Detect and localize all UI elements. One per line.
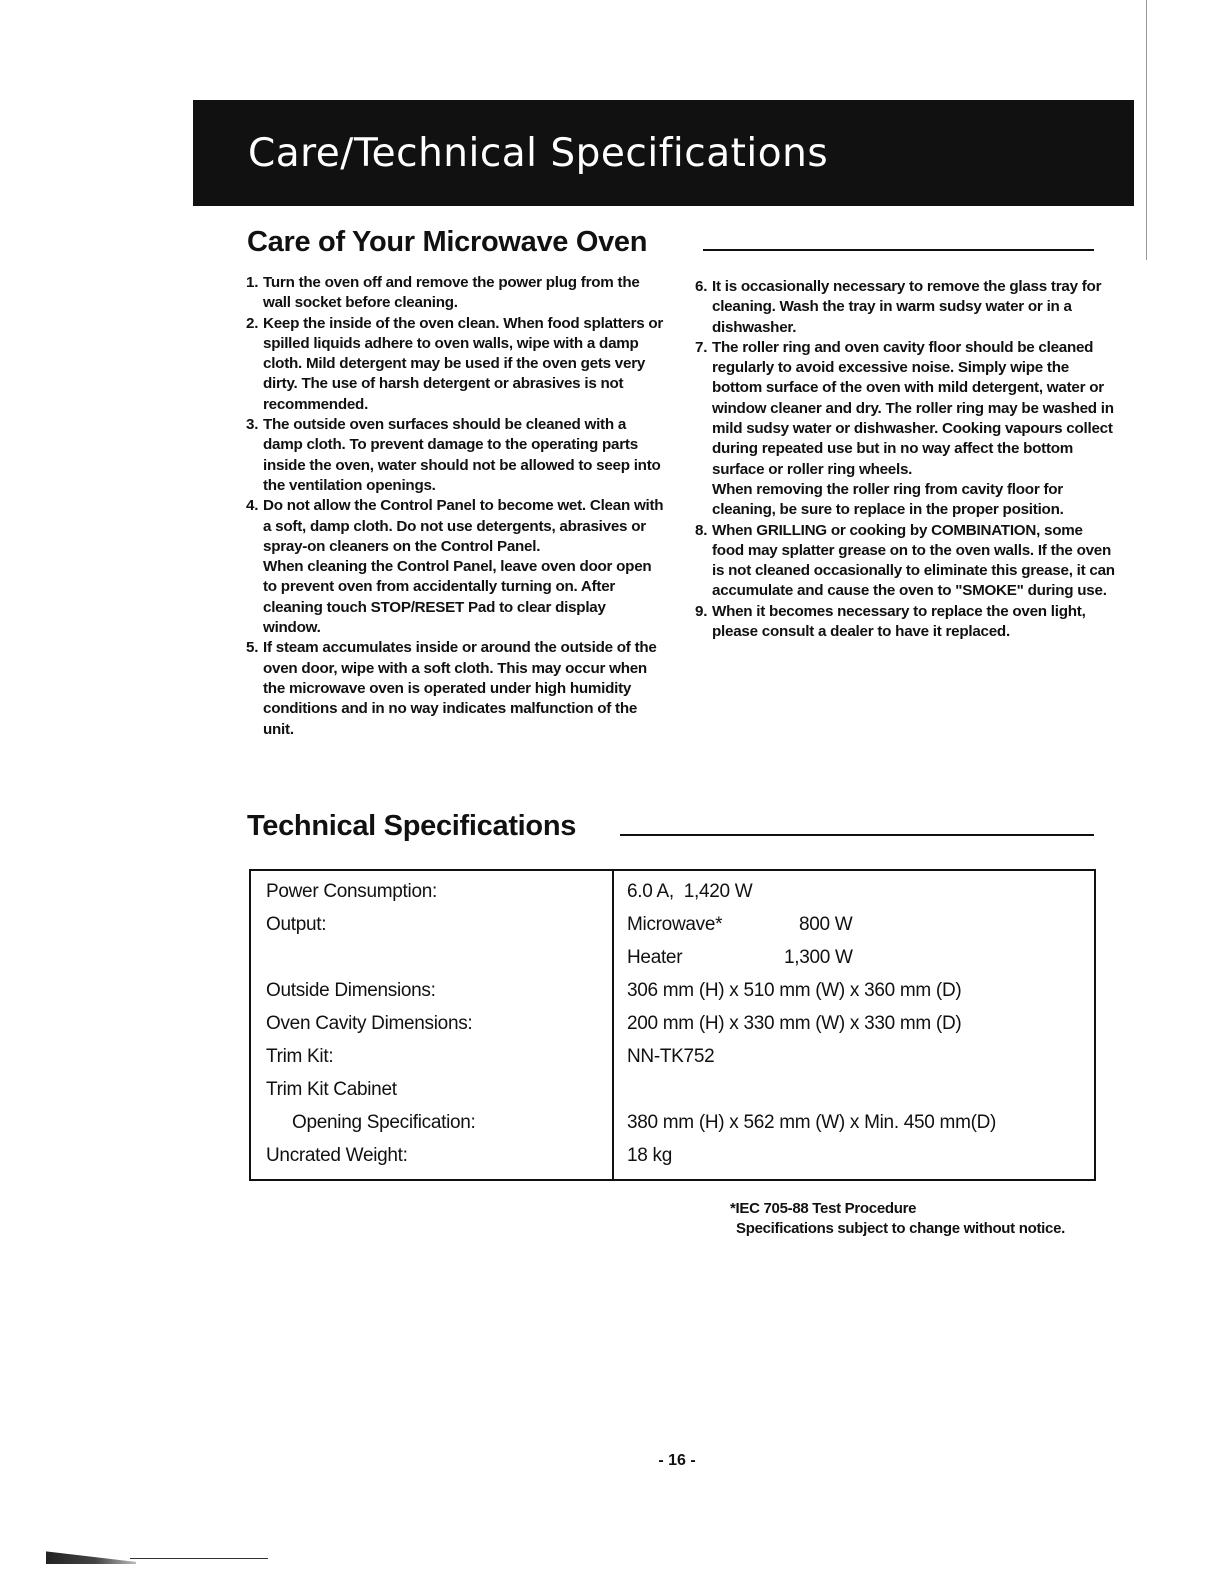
spec-labels-column (266, 875, 476, 1172)
spec-value-opening: 380 mm (H) x 562 mm (W) x Min. 450 mm(D) (627, 1112, 997, 1133)
care-left-column (246, 273, 666, 740)
spec-label-opening: Opening Specification: (292, 1112, 476, 1133)
care-item-number: 6. (695, 278, 708, 295)
spec-label-outside: Outside Dimensions: (266, 980, 436, 1001)
care-heading: Care of Your Microwave Oven (247, 226, 648, 258)
footnote (730, 1199, 1065, 1239)
microwave-label: Microwave* (627, 914, 723, 935)
care-item-number: 5. (246, 639, 259, 657)
care-item-number: 9. (695, 602, 708, 620)
spec-table (249, 869, 1096, 1181)
spec-value-heater (627, 941, 996, 974)
page-number: - 16 - (658, 1452, 696, 1469)
spec-table-divider (612, 871, 614, 1179)
spec-value-trim: NN-TK752 (627, 1046, 715, 1067)
care-item-text: Turn the oven off and remove the power plug from the wall socket before cleaning. (263, 274, 640, 312)
spec-label-cabinet: Trim Kit Cabinet (266, 1079, 397, 1100)
spec-value-cavity: 200 mm (H) x 330 mm (W) x 330 mm (D) (627, 1013, 962, 1034)
care-item (246, 496, 666, 638)
care-item-number: 2. (246, 314, 259, 332)
care-item (695, 521, 1115, 602)
care-item-text: When it becomes necessary to replace the oven light, please consult a dealer to have it replaced. (712, 602, 1086, 641)
footnote-line-1: *IEC 705-88 Test Procedure (730, 1200, 917, 1217)
spec-label-cavity: Oven Cavity Dimensions: (266, 1013, 473, 1034)
care-right-column (695, 277, 1115, 642)
care-item-text: Do not allow the Control Panel to become wet. Clean with a soft, damp cloth. Do not use detergents, abrasives or spray-on cleaners on the Control Panel. (263, 497, 664, 555)
care-item-number: 1. (246, 274, 259, 291)
scan-artifact (46, 1550, 136, 1564)
spec-label-output: Output: (266, 914, 327, 935)
care-item (695, 277, 1115, 338)
spec-label-weight: Uncrated Weight: (266, 1145, 408, 1166)
care-heading-rule (703, 249, 1094, 251)
care-item-number: 3. (246, 416, 259, 434)
title-banner (193, 100, 1134, 206)
care-item-text: When GRILLING or cooking by COMBINATION, some food may splatter grease on to the oven walls. If the oven is not cleaned occasionally to eliminate this grease, it can accumulate and cause the oven to "SMOKE" during use. (712, 521, 1115, 600)
heater-value: 1,300 W (784, 947, 853, 968)
care-item (695, 602, 1115, 643)
care-item (246, 314, 666, 415)
spec-values-column (627, 875, 996, 1172)
care-list-right (695, 277, 1115, 642)
footnote-line-2: Specifications subject to change without notice. (736, 1220, 1065, 1237)
care-item-number: 8. (695, 521, 708, 539)
heater-label: Heater (627, 947, 683, 968)
spec-label-blank (266, 941, 476, 974)
care-item-text: Keep the inside of the oven clean. When food splatters or spilled liquids adhere to oven walls, wipe with a damp cloth. Mild detergent may be used if the oven gets very dirty. The use of harsh detergent or abrasives is not recommended. (263, 314, 664, 413)
care-item-number: 7. (695, 338, 708, 356)
spec-value-power: 6.0 A, 1,420 W (627, 881, 753, 902)
page-title: Care/Technical Specifications (248, 131, 829, 176)
care-item (246, 273, 666, 314)
spec-value-weight: 18 kg (627, 1145, 672, 1166)
specs-heading-rule (620, 834, 1094, 836)
care-item-text: The outside oven surfaces should be cleaned with a damp cloth. To prevent damage to the operating parts inside the oven, water should not be allowed to seep into the ventilation openings. (263, 416, 661, 494)
microwave-value: 800 W (799, 914, 853, 935)
spec-value-cabinet-blank (627, 1073, 996, 1106)
scan-artifact-line (130, 1558, 268, 1559)
spec-label-power: Power Consumption: (266, 881, 437, 902)
care-item (246, 415, 666, 496)
care-item (695, 338, 1115, 521)
specs-heading: Technical Specifications (247, 810, 577, 842)
spec-label-trim: Trim Kit: (266, 1046, 334, 1067)
care-list-left (246, 273, 666, 740)
care-item-text: It is occasionally necessary to remove the glass tray for cleaning. Wash the tray in warm sudsy water or in a dishwasher. (712, 278, 1102, 336)
scan-edge-line (1146, 0, 1147, 260)
care-item-text: When cleaning the Control Panel, leave oven door open to prevent oven from accidentally turning on. After cleaning touch STOP/RESET Pad to clear display window. (263, 558, 652, 637)
care-item (246, 638, 666, 739)
care-item-text: If steam accumulates inside or around the outside of the oven door, wipe with a soft cloth. This may occur when the microwave oven is operated under high humidity conditions and in no way indicates malfunction of the unit. (263, 639, 657, 738)
care-item-number: 4. (246, 497, 259, 515)
care-item-text: When removing the roller ring from cavity floor for cleaning, be sure to replace in the proper position. (712, 480, 1064, 519)
spec-value-outside: 306 mm (H) x 510 mm (W) x 360 mm (D) (627, 980, 962, 1001)
spec-value-microwave (627, 908, 996, 941)
care-item-text: The roller ring and oven cavity floor should be cleaned regularly to avoid excessive noise. Simply wipe the bottom surface of the oven with mild detergent, water or window cleaner and dry. The roller ring may be washed in mild sudsy water or dishwasher. Cooking vapours collect during repeated use but in no way affect the bottom surface or roller ring wheels. (712, 338, 1114, 478)
